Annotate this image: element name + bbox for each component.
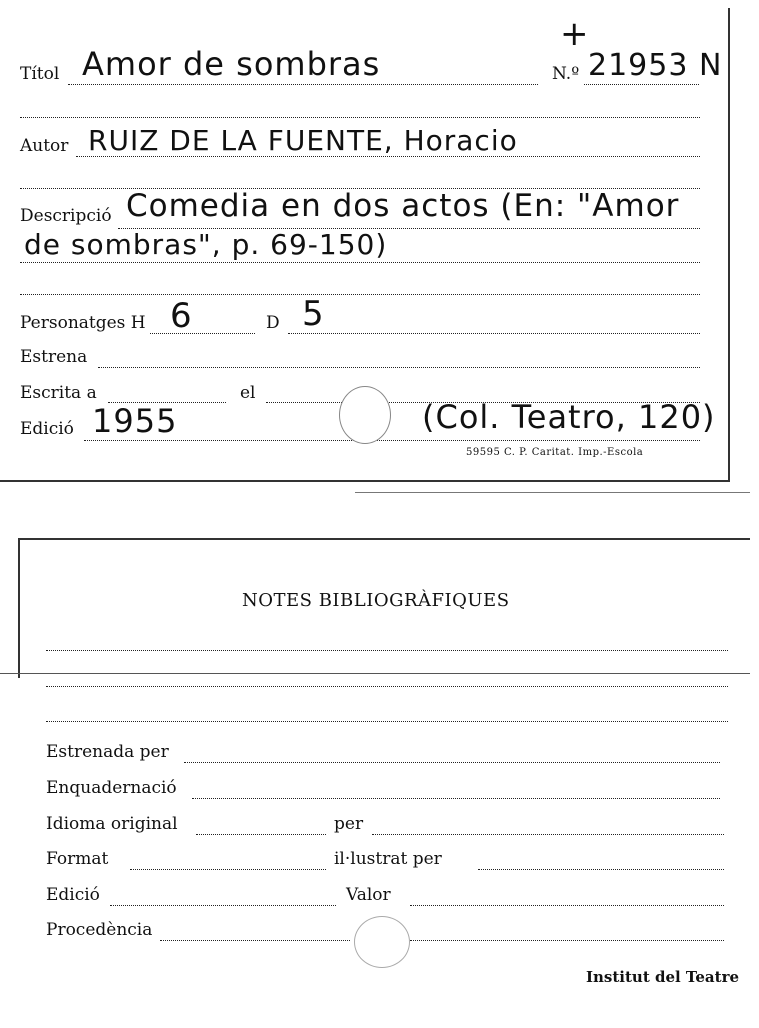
bottom-card-fold-line: [0, 673, 750, 674]
estrena-line: [98, 367, 700, 368]
descripcio-value-2: de sombras", p. 69-150): [24, 228, 388, 261]
punch-hole-bottom: [354, 916, 410, 968]
notes-line-2: [46, 686, 728, 687]
coleccio-value: (Col. Teatro, 120): [422, 398, 716, 436]
top-card-shadow-edge: [355, 492, 750, 493]
titol-value: Amor de sombras: [82, 45, 381, 83]
notes-line-1: [46, 650, 728, 651]
personatges-label: Personatges H: [20, 313, 146, 333]
personatges-d-value: 5: [302, 294, 325, 334]
procedencia-label: Procedència: [46, 920, 153, 940]
personatges-d-label: D: [266, 313, 280, 333]
printer-line: 59595 C. P. Caritat. Imp.-Escola: [466, 447, 644, 458]
top-card: [0, 0, 759, 495]
estrenada-label: Estrenada per: [46, 742, 169, 762]
el-label: el: [240, 383, 256, 403]
top-card-bottom-edge: [0, 480, 730, 482]
personatges-h-value: 6: [170, 296, 193, 336]
procedencia-line-right: [410, 940, 724, 941]
notes-line-3: [46, 721, 728, 722]
estrena-label: Estrena: [20, 347, 88, 367]
format-label: Format: [46, 849, 109, 869]
top-card-right-edge: [728, 8, 730, 480]
bottom-card: [0, 530, 759, 1028]
enquadernacio-label: Enquadernació: [46, 778, 177, 798]
personatges-d-line: [288, 333, 700, 334]
edicio-line: [84, 440, 700, 441]
estrenada-line: [184, 762, 720, 763]
numero-value: 21953 N: [588, 48, 723, 83]
numero-mark: +: [560, 14, 590, 54]
format-line: [130, 869, 326, 870]
illustrat-line: [478, 869, 724, 870]
procedencia-line-left: [160, 940, 350, 941]
illustrat-label: il·lustrat per: [334, 849, 442, 869]
bottom-card-top-edge: [18, 538, 750, 540]
edicio-label: Edició: [20, 419, 74, 439]
titol-line: [68, 84, 538, 85]
descripcio-line-2: [20, 262, 700, 263]
descripcio-value-1: Comedia en dos actos (En: "Amor: [126, 188, 680, 224]
numero-line: [584, 84, 699, 85]
autor-label: Autor: [20, 136, 69, 156]
edicio-bottom-label: Edició: [46, 885, 100, 905]
numero-label: N.º: [552, 64, 580, 84]
valor-line: [410, 905, 724, 906]
punch-hole-top: [339, 386, 391, 444]
institution-name: Institut del Teatre: [586, 968, 740, 986]
idioma-line: [196, 834, 326, 835]
descripcio-label: Descripció: [20, 206, 112, 226]
escrita-label: Escrita a: [20, 383, 97, 403]
per-line: [372, 834, 724, 835]
separator-line-1: [20, 117, 700, 118]
separator-line-3: [20, 294, 700, 295]
edicio-bottom-line: [110, 905, 336, 906]
titol-label: Títol: [20, 64, 60, 84]
idioma-label: Idioma original: [46, 814, 178, 834]
edicio-value: 1955: [92, 402, 178, 440]
valor-label: Valor: [346, 885, 391, 905]
bottom-card-left-edge: [18, 538, 20, 678]
notes-heading: NOTES BIBLIOGRÀFIQUES: [242, 590, 510, 611]
enquadernacio-line: [192, 798, 720, 799]
personatges-h-line: [150, 333, 255, 334]
per-label: per: [334, 814, 364, 834]
autor-value: RUIZ DE LA FUENTE, Horacio: [88, 124, 518, 157]
